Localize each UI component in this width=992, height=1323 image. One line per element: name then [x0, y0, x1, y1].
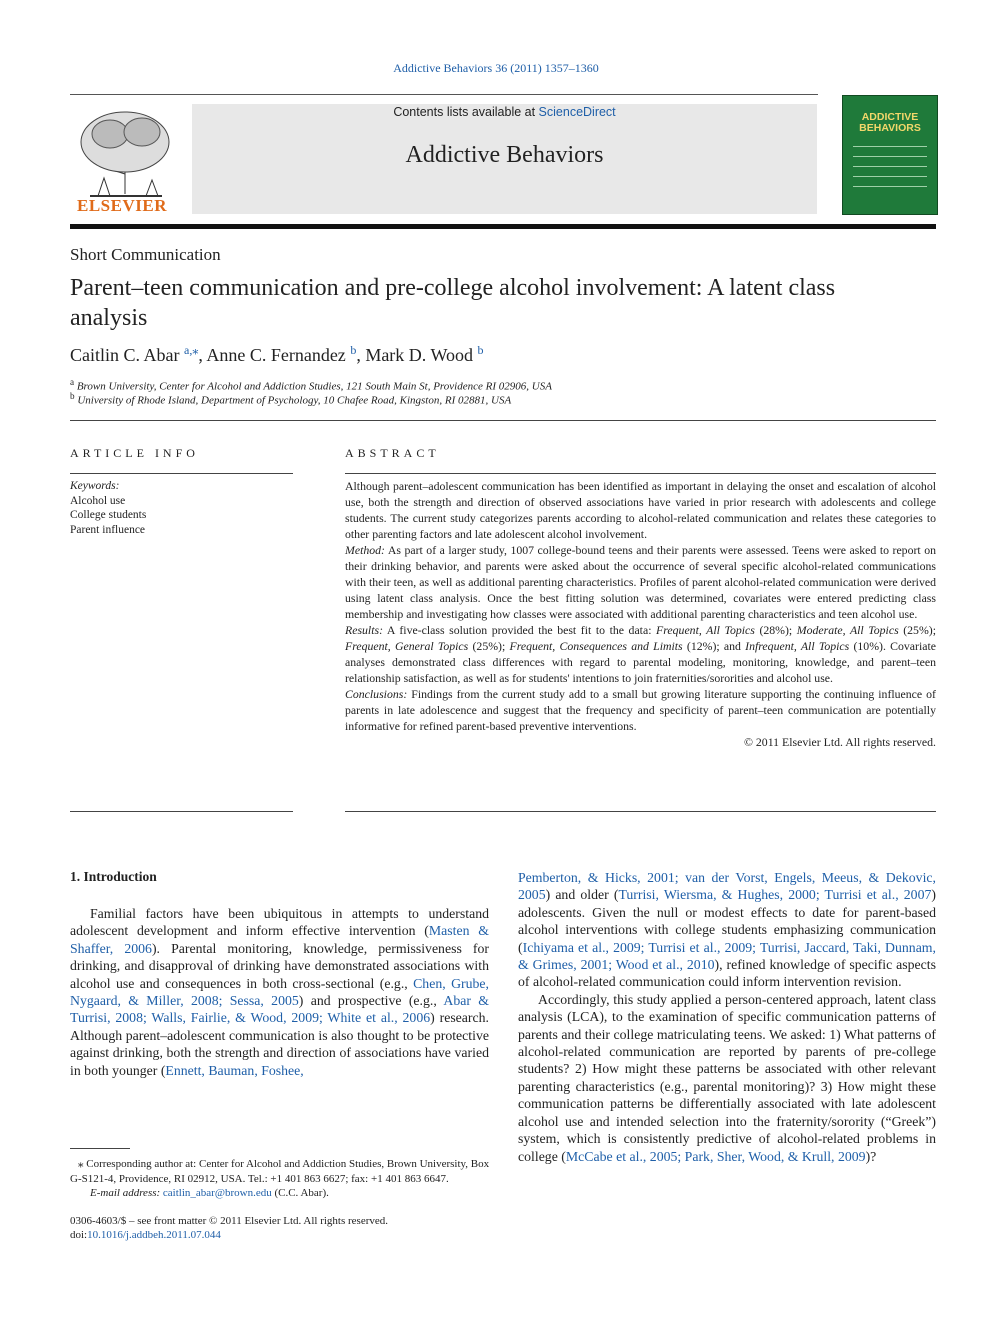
intro-column-1 — [70, 905, 489, 1079]
affiliation: $^a$ Brown University, Center for Alcohol and Addiction Studies, 121 South Main St, Providence RI 02906, USA — [70, 377, 552, 393]
abstract-heading: ABSTRACT — [345, 446, 440, 460]
citation-link[interactable]: Chen, Grube, Nygaard, & Miller, 2008; Sessa, 2005 — [70, 975, 489, 1009]
section-rule — [345, 473, 936, 474]
citation-link[interactable]: Abar & Turrisi, 2008; Walls, Fairlie, & Wood, 2009; White et al., 2006 — [70, 993, 489, 1026]
email-link[interactable]: caitlin_abar@brown.edu — [162, 1187, 272, 1199]
intro-paragraph: Accordingly, this study applied a person-centered approach, latent class analysis (LCA), to the examination of specific communication patterns of parents and their college matriculating teens. We asked: 1) What patterns of alcohol-related communication are reported by parents of pre-college students? 2) How might these patterns be associated with other relevant parenting characteristics (e.g., parental monitoring)? 3) How might these communication patterns be differentially associated with late adolescent alcohol use and intended selection into the fraternity/sorority (“Greek”) system, which is consistently predictive of alcohol-related problems in college (McCabe et al., 2005; Park, Sher, Wood, & Krull, 2009)? — [518, 991, 936, 1164]
corresponding-footnote: ⁎ Corresponding author at: Center for Alcohol and Addiction Studies, Brown University, Box G-S121-4, Providence, RI 02912, USA. Tel.: +1 401 863 6627; fax: +1 401 863 6647. — [70, 1158, 490, 1185]
footnote-rule — [70, 1148, 130, 1149]
affiliation: $^b$ University of Rhode Island, Department of Psychology, 10 Chafee Road, Kingston, RI 02881, USA — [70, 391, 512, 407]
cover-line — [853, 146, 927, 147]
author-list: Caitlin C. Abar $^{a,⁎}$, Anne C. Fernandez $^b$, Mark D. Wood $^b$ — [70, 343, 484, 365]
keyword: Alcohol use — [70, 494, 126, 507]
intro-paragraph: Familial factors have been ubiquitous in attempts to understand adolescent development and inform effective intervention (Masten & Shaffer, 2006). Parental monitoring, knowledge, permissiveness for drinking, and disapproval of drinking have demonstrated associations with alcohol use and consequences in both cross-sectional (e.g., Chen, Grube, Nygaard, & Miller, 2008; Sessa, 2005) and prospective (e.g., Abar & Turrisi, 2008; Walls, Fairlie, & Wood, 2009; White et al., 2006) research. Although parent–adolescent communication is also thought to be protective against drinking, both the strength and direction of associations have varied in both younger (Ennett, Bauman, Foshee, — [70, 906, 489, 1078]
keywords-label: Keywords: — [70, 480, 120, 492]
doi-link[interactable]: 10.1016/j.addbeh.2011.07.044 — [87, 1229, 221, 1241]
cover-line — [853, 156, 927, 157]
journal-reference[interactable]: Addictive Behaviors 36 (2011) 1357–1360 — [393, 61, 599, 75]
abstract-conclusions: Conclusions: Findings from the current study add to a small but growing literature supporting the continuing influence of parents in late adolescence and suggest that the frequency and specificity of parent–teen communication are potentially informative for refined parent-based preventive interventions. — [345, 687, 936, 733]
publisher-name: ELSEVIER — [77, 196, 167, 215]
intro-heading: 1. Introduction — [70, 869, 157, 884]
cover-title: ADDICTIVE BEHAVIORS — [859, 111, 921, 134]
citation-link[interactable]: Pemberton, & Hicks, 2001; van der Vorst, Engels, Meeus, & Dekovic, 2005 — [518, 870, 936, 903]
footnote-mark: ⁎ — [78, 1158, 84, 1170]
abstract-body — [345, 478, 936, 750]
section-rule — [70, 420, 936, 421]
keywords-block — [70, 479, 146, 537]
email-footnote: E-mail address: caitlin_abar@brown.edu (C.C. Abar). — [90, 1187, 329, 1199]
citation-link[interactable]: Turrisi, Wiersma, & Hughes, 2000; Turrisi et al., 2007 — [618, 887, 932, 903]
abstract-intro: Although parent–adolescent communication has been identified as important in delaying the onset and escalation of alcohol use, both the strength and direction of observed associations have varied in prior research with adolescents and college students. The current study categorizes parents according to alcohol-related communication and relates these categories to other parenting factors and late adolescent alcohol involvement. — [345, 479, 936, 541]
section-rule — [70, 811, 293, 812]
cover-line — [853, 176, 927, 177]
article-info-heading: ARTICLE INFO — [70, 446, 199, 460]
cover-line — [853, 166, 927, 167]
author-name: Mark D. Wood — [365, 345, 474, 365]
intro-column-2 — [518, 869, 936, 1165]
header-rule — [70, 94, 818, 95]
author-affiliation-mark[interactable]: b — [477, 343, 484, 357]
citation-link[interactable]: Ennett, Bauman, Foshee, — [165, 1062, 304, 1078]
author-name: Caitlin C. Abar — [70, 345, 180, 365]
abstract-method: Method: As part of a larger study, 1007 college-bound teens and their parents were assessed. Teens were asked to report on their drinking behavior, and parents were asked about the occurrence of several specific alcohol-related communications with their teen, as well as additional parenting characteristics. Profiles of parent alcohol-related communication were derived using latent class analysis. Once the best fitting solution was determined, covariates were entered predicting class membership and investigating how classes were associated with additional parenting characteristics and teen alcohol use. — [345, 543, 936, 621]
sciencedirect-link[interactable]: ScienceDirect — [538, 105, 616, 119]
header-thick-rule — [70, 224, 936, 229]
intro-paragraph: Pemberton, & Hicks, 2001; van der Vorst, Engels, Meeus, & Dekovic, 2005) and older (Turrisi, Wiersma, & Hughes, 2000; Turrisi et al., 2007) adolescents. Given the null or modest effects to date for parent-based alcohol interventions with college students emphasizing communication (Ichiyama et al., 2009; Turrisi et al., 2009; Turrisi, Jaccard, Taki, Dunnam, & Grimes, 2001; Wood et al., 2010), refined knowledge of specific aspects of alcohol-related communication could inform intervention revision. — [518, 870, 936, 990]
author-affiliation-mark[interactable]: a,⁎ — [184, 343, 199, 357]
section-rule — [70, 473, 293, 474]
article-type: Short Communication — [70, 245, 221, 264]
cover-line — [853, 186, 927, 187]
copyright: © 2011 Elsevier Ltd. All rights reserved. — [744, 735, 936, 749]
journal-title: Addictive Behaviors — [405, 142, 604, 168]
citation-link[interactable]: McCabe et al., 2005; Park, Sher, Wood, & Krull, 2009 — [565, 1148, 866, 1164]
article-title: Parent–teen communication and pre-college alcohol involvement: A latent class analysis — [70, 275, 836, 331]
citation-link[interactable]: Masten & Shaffer, 2006 — [70, 923, 489, 956]
journal-cover — [842, 95, 938, 215]
citation-link[interactable]: Ichiyama et al., 2009; Turrisi et al., 2009; Turrisi, Jaccard, Taki, Dunnam, & Grimes, 2001; Wood et al., 2010 — [518, 939, 936, 973]
doi-line: doi:10.1016/j.addbeh.2011.07.044 — [70, 1229, 221, 1241]
author-name: Anne C. Fernandez — [206, 345, 346, 365]
keyword: Parent influence — [70, 523, 146, 536]
section-rule — [345, 811, 936, 812]
contents-line: Contents lists available at ScienceDirect — [393, 105, 616, 119]
keyword: College students — [70, 509, 147, 521]
author-affiliation-mark[interactable]: b — [350, 343, 357, 357]
abstract-results: Results: A five-class solution provided the best fit to the data: Frequent, All Topics (28%); Moderate, All Topics (25%); Frequent, General Topics (25%); Frequent, Consequences and Limits (12%); and Infrequent, All Topics (10%). Covariate analyses demonstrated class differences with regard to parental modeling, monitoring, knowledge, and parent–teen relationship satisfaction, as well as for students' intentions to join fraternities/sororities and alcohol use. — [345, 623, 936, 685]
issn-line: 0306-4603/$ – see front matter © 2011 Elsevier Ltd. All rights reserved. — [70, 1215, 389, 1227]
